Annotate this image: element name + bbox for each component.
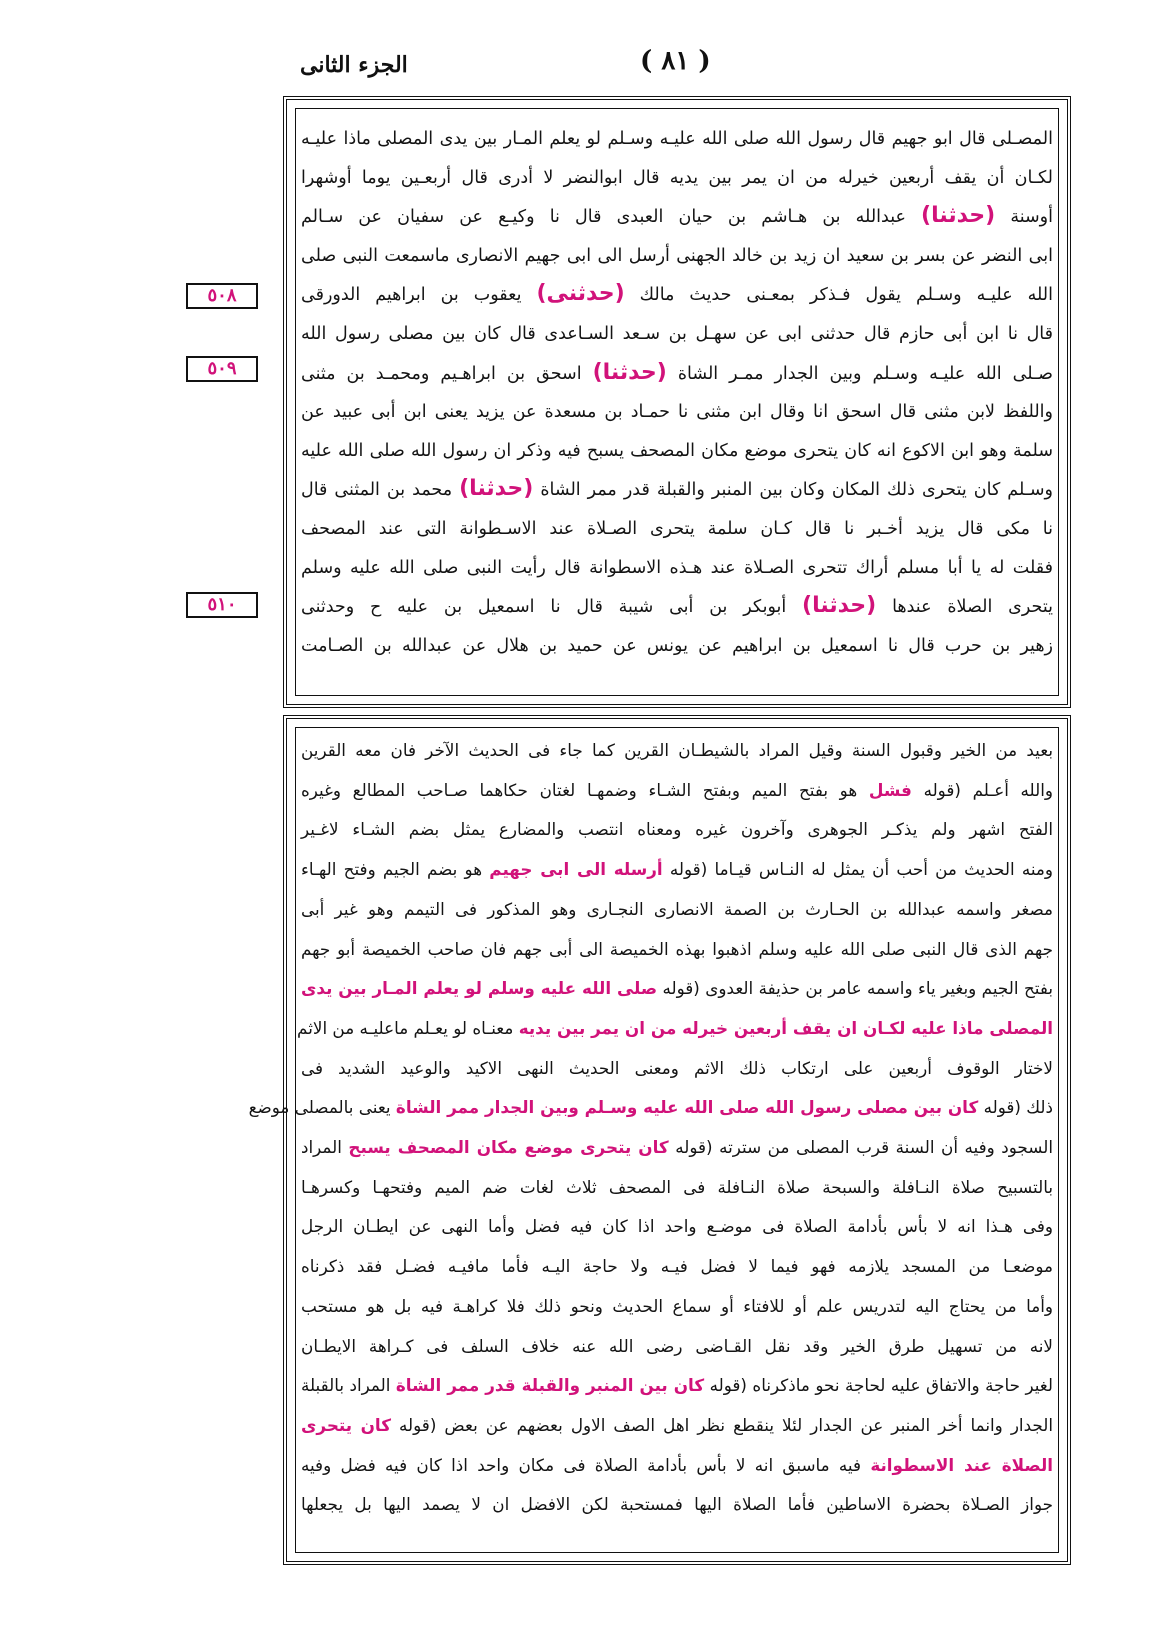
text-run: صـلى الله عليـه وسـلم وبين الجدار ممـر الشاة xyxy=(666,363,1053,384)
quoted-phrase: كان بين مصلى رسول الله صلى الله عليه وسـلم وبين الجدار ممر الشاة xyxy=(395,1097,979,1118)
sharh-line xyxy=(301,1446,1053,1486)
sharh-line xyxy=(301,1366,1053,1406)
text-run: ابى النضر عن بسر بن سعيد ان زيد بن خالد الجهنى أرسل الى ابى جهيم الانصارى ماسمعت النبى صلى xyxy=(301,245,1053,266)
sharh-line xyxy=(301,1207,1053,1247)
text-run: معنـاه لو يعـلم ماعليـه من الاثم xyxy=(297,1017,519,1038)
text-run: موضعـا من المسجد يلازمه فهو فيما لا فضل فيـه ولا حاجة اليـه فأما مافيـه فضـل فقد ذكرناه xyxy=(301,1256,1053,1277)
quoted-phrase: كان بين المنبر والقبلة قدر ممر الشاة xyxy=(395,1375,705,1396)
text-run: نا مكى قال يزيد أخـبر نا قال كـان سلمة يتحرى الصـلاة عند الاسـطوانة التى عند المصحف xyxy=(301,518,1053,539)
haddathana-marker: (حدثنا) xyxy=(459,476,534,502)
text-run: جواز الصـلاة بحضرة الاساطين فأما الصلاة اليها فمستحبة لكن الافضل ان لا يصمد اليها بل يجعلها xyxy=(301,1494,1053,1515)
text-run: مصغر واسمه عبدالله بن الحـارث بن الصمة الانصارى النجـارى وهو المذكور فى التيمم وهو غير أبى xyxy=(301,898,1053,919)
haddathana-marker: (حدثنا) xyxy=(921,203,996,229)
sharh-line xyxy=(301,850,1053,890)
sharh-line xyxy=(301,731,1053,771)
quoted-phrase: أرسله الى ابى جهيم xyxy=(489,859,663,880)
sharh-line xyxy=(301,1247,1053,1287)
text-run: سلمة وهو ابن الاكوع انه كان يتحرى موضع مكان المصحف يسبح فيه وذكر ان رسول الله صلى الله عليه xyxy=(301,440,1053,461)
matn-line xyxy=(301,510,1053,549)
quoted-phrase: صلى الله عليه وسلم لو يعلم المـار بين يدى xyxy=(301,978,658,999)
text-run: والله أعـلم (قوله xyxy=(911,779,1053,800)
sharh-line xyxy=(301,890,1053,930)
text-run: الجدار وانما أخر المنبر عن الجدار لئلا ينقطع نظر اهل الصف الاول بعضهم عن بعض (قوله xyxy=(391,1414,1053,1435)
matn-line xyxy=(301,315,1053,354)
text-run: السجود وفيه أن السنة قرب المصلى من سترته (قوله xyxy=(668,1137,1053,1158)
sharh-line xyxy=(301,930,1053,970)
quoted-phrase: فشل xyxy=(868,779,912,800)
text-run: محمد بن المثنى قال xyxy=(301,480,460,501)
text-run: هو بضم الجيم وفتح الهـاء xyxy=(301,859,490,880)
text-run: وأما من يحتاج اليه لتدريس علم أو للافتاء أو سماع الحديث ونحو ذلك فلا كراهـة فيه بل هو مستحب xyxy=(301,1295,1053,1316)
sharh-line xyxy=(301,1168,1053,1208)
text-run: اسحق بن ابراهـيم ومحمـد بن مثنى xyxy=(301,363,593,384)
matn-line xyxy=(301,470,1053,510)
matn-line xyxy=(301,432,1053,471)
matn-line xyxy=(301,627,1053,666)
page-number: ( ٨١ ) xyxy=(640,46,711,76)
matn-text xyxy=(301,120,1053,665)
matn-line xyxy=(301,354,1053,394)
text-run: ومنه الحديث من أحب أن يمثل له النـاس قيـاما (قوله xyxy=(662,859,1054,880)
sharh-line xyxy=(301,1485,1053,1525)
text-run: فيه ماسبق انه لا بأس بأدامة الصلاة فى مكان واحد اذا كان فيه فضل وفيه xyxy=(301,1454,871,1475)
hadith-number: ٥١٠ xyxy=(186,592,258,618)
haddathana-marker: (حدثنا) xyxy=(802,593,877,619)
text-run: بعيد من الخير وقبول السنة وقيل المراد بالشيطـان القرين كما جاء فى الحديث الآخر فان معه القرين xyxy=(301,740,1053,760)
text-run: الفتح اشهر ولم يذكـر الجوهرى وآخرون غيره ومعناه انتصب والمضارع يمثل بضم الشـاء لاغـير xyxy=(301,819,1053,840)
text-run: المراد xyxy=(301,1137,349,1158)
text-run: ذلك (قوله xyxy=(978,1097,1053,1118)
matn-line xyxy=(301,197,1053,237)
quoted-phrase: المصلى ماذا عليه لكـان ان يقف أربعين خيرله من ان يمر بين يديه xyxy=(518,1017,1053,1038)
sharh-line xyxy=(297,1009,1053,1049)
text-run: وسـلم كان يتحرى ذلك المكان وكان بين المنبر والقبلة قدر ممر الشاة xyxy=(533,480,1053,501)
matn-frame xyxy=(283,96,1071,708)
sharh-line xyxy=(301,1049,1053,1089)
sharh-line xyxy=(301,1327,1053,1367)
quoted-phrase: كان يتحرى موضع مكان المصحف يسبح xyxy=(348,1137,669,1158)
text-run: يعقوب بن ابراهيم الدورقى xyxy=(301,285,537,306)
text-run: هو بفتح الميم وبفتح الشـاء وضمهـا لغتان حكاهما صـاحب المطالع وغيره xyxy=(301,779,869,800)
text-run: أبوبكر بن أبى شيبة قال نا اسمعيل بن عليه ح وحدثنى xyxy=(301,597,803,618)
sharh-line xyxy=(301,1128,1053,1168)
matn-line xyxy=(301,120,1053,159)
sharh-line xyxy=(301,810,1053,850)
sharh-line xyxy=(248,1088,1053,1128)
text-run: يتحرى الصلاة عندها xyxy=(876,597,1053,618)
text-run: يعنى بالمصلى موضع xyxy=(248,1097,396,1118)
sharh-line xyxy=(301,969,1053,1009)
quoted-phrase: الصلاة عند الاسطوانة xyxy=(870,1454,1054,1475)
quoted-phrase: كان يتحرى xyxy=(301,1414,391,1435)
text-run: لغير حاجة والاتفاق عليه لحاجة نحو ماذكرناه (قوله xyxy=(704,1375,1053,1396)
text-run: عبدالله بن هـاشم بن حيان العبدى قال نا وكيـع عن سفيان عن سـالم xyxy=(301,207,922,228)
text-run: قال نا ابن أبى حازم قال حدثنى ابى عن سهـل بن سـعد السـاعدى قال كان بين مصلى رسول الله xyxy=(301,323,1053,344)
hadith-number: ٥٠٨ xyxy=(186,283,258,309)
haddathana-marker: (حدثنى) xyxy=(536,281,625,307)
text-run: زهير بن حرب قال نا اسمعيل بن ابراهيم عن يونس عن حميد بن هلال عن عبدالله بن الصـامت xyxy=(301,635,1053,656)
text-run: المراد بالقبلة xyxy=(301,1375,396,1396)
text-run: لانه من تسهيل طرق الخير وقد نقل القـاضى رضى الله عنه خلاف السلف فى كـراهة الايطـان xyxy=(301,1335,1053,1356)
text-run: المصـلى قال ابو جهيم قال رسول الله صلى الله عليـه وسـلم لو يعلم المـار بين يدى المصلى ماذا عليـه xyxy=(301,129,1053,149)
text-run: لكـان أن يقف أربعين خيرله من ان يمر بين يديه قال ابوالنضر لا أدرى قال أربعـين يوما أوشهرا xyxy=(301,167,1053,188)
matn-line xyxy=(301,393,1053,432)
matn-line xyxy=(301,275,1053,315)
text-run: بالتسبيح صلاة النـافلة والسبحة صلاة النـافلة فى المصحف ثلاث لغات ضم الميم وفتحهـا وكسرهـا xyxy=(301,1176,1053,1197)
text-run: أوسنة xyxy=(995,207,1053,228)
text-run: جهم الذى قال النبى صلى الله عليه وسلم اذهبوا بهذه الخميصة الى أبى جهم فان صاحب الخميصة أبو جهم xyxy=(301,938,1053,959)
sharh-line xyxy=(301,1287,1053,1327)
matn-line xyxy=(301,587,1053,627)
matn-line xyxy=(301,237,1053,276)
sharh-line xyxy=(301,771,1053,811)
matn-line xyxy=(301,549,1053,588)
hadith-number: ٥٠٩ xyxy=(186,356,258,382)
text-run: واللفظ لابن مثنى قال اسحق انا وقال ابن مثنى نا حمـاد بن مسعدة عن يزيد يعنى ابن أبى عبيد عن xyxy=(301,402,1053,423)
sharh-frame xyxy=(248,715,1071,1565)
sharh-text xyxy=(248,731,1054,1525)
haddathana-marker: (حدثنا) xyxy=(592,359,667,385)
text-run: فقلت له يا أبا مسلم أراك تتحرى الصـلاة عند هـذه الاسطوانة قال رأيت النبى صلى الله عليه وسلم xyxy=(301,557,1053,578)
part-title: الجزء الثانى xyxy=(300,52,408,78)
text-run: لاختار الوقوف أربعين على ارتكاب ذلك الاثم ومعنى الحديث النهى الاكيد والوعيد الشديد فى xyxy=(301,1057,1053,1078)
sharh-line xyxy=(301,1406,1053,1446)
text-run: وفى هـذا انه لا بأس بأدامة الصلاة فى موضـع واحد اذا كان فيه فضل وأما النهى عن ايطـان الرجل xyxy=(301,1216,1053,1237)
matn-line xyxy=(301,159,1053,198)
text-run: الله عليـه وسـلم يقول فـذكر بمعـنى حديث مالك xyxy=(624,285,1053,306)
text-run: بفتح الجيم وبغير ياء واسمه عامر بن حذيفة العدوى (قوله xyxy=(657,978,1053,999)
